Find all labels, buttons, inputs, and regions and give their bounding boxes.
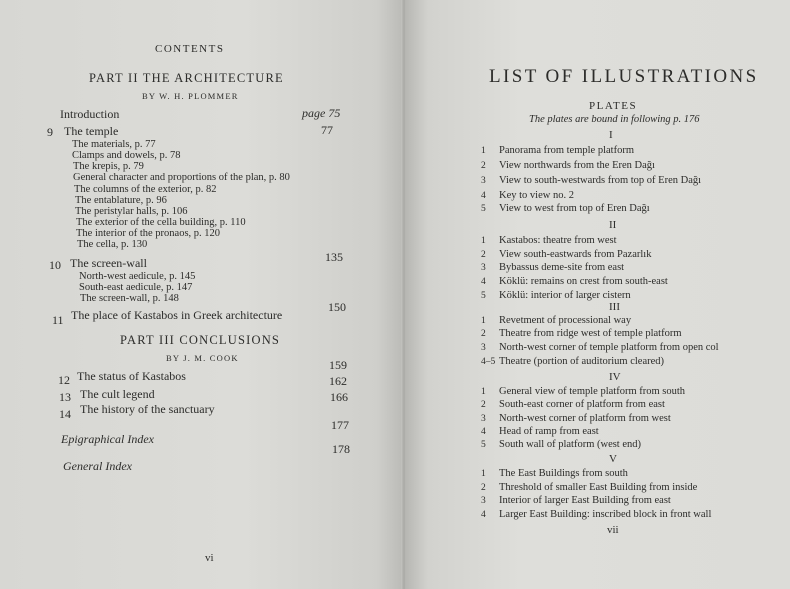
plate-caption: Panorama from temple platform: [499, 145, 634, 156]
plate-number: 2: [481, 161, 486, 171]
plate-IV-4: [481, 426, 599, 437]
plate-caption: Key to view no. 2: [499, 190, 574, 201]
plate-caption: View northwards from the Eren Dağı: [499, 160, 655, 171]
group-V-roman: V: [609, 453, 617, 465]
plate-I-3: [481, 175, 701, 186]
plate-caption: View to south-westwards from top of Eren Dağı: [499, 175, 702, 186]
plate-II-4: [481, 276, 668, 287]
ch9-sub-2: Clamps and dowels, p. 78: [72, 150, 181, 161]
ch10-sub-3: The screen-wall, p. 148: [80, 293, 179, 304]
chapter-12-page: 159: [329, 358, 347, 372]
plate-caption: Interior of larger East Building from east: [499, 495, 671, 506]
plate-V-2: [481, 482, 697, 493]
group-I-roman: I: [609, 129, 613, 141]
running-head: CONTENTS: [155, 43, 225, 55]
plate-caption: Larger East Building: inscribed block in front wall: [499, 509, 712, 520]
chapter-11-title: The place of Kastabos in Greek architecture: [71, 308, 283, 322]
plate-V-4: [481, 509, 711, 520]
plate-III-4-5: [481, 356, 664, 367]
plates-heading: PLATES: [589, 100, 638, 112]
plate-caption: View to west from top of Eren Dağı: [499, 203, 650, 214]
plate-I-4: [481, 190, 574, 201]
plate-number: 2: [481, 250, 486, 260]
plate-IV-5: [481, 439, 641, 450]
plate-number: 1: [481, 146, 486, 156]
folio-right: vii: [607, 524, 619, 536]
plate-caption: North-west corner of temple platform from open col: [499, 342, 719, 353]
general-index-page: 178: [332, 442, 350, 456]
plate-caption: View south-eastwards from Pazarlık: [499, 249, 652, 260]
plate-caption: Revetment of processional way: [499, 315, 632, 326]
plate-number: 1: [481, 469, 486, 479]
plate-caption: Kastabos: theatre from west: [499, 235, 617, 246]
plate-IV-2: [481, 399, 665, 410]
ch9-sub-8: The exterior of the cella building, p. 110: [76, 217, 246, 228]
plate-number: 1: [481, 236, 486, 246]
plate-number: 3: [481, 263, 486, 273]
plate-number: 1: [481, 387, 486, 397]
plate-number: 4: [481, 191, 486, 201]
ch10-sub-2: South-east aedicule, p. 147: [79, 282, 193, 293]
plate-III-2: [481, 328, 682, 339]
chapter-11-number: 11: [52, 313, 64, 327]
group-II-roman: II: [609, 219, 617, 231]
chapter-10-number: 10: [49, 258, 61, 272]
plate-V-1: [481, 468, 628, 479]
general-index-title: General Index: [63, 459, 132, 473]
intro-page: page 75: [302, 106, 341, 120]
plate-caption: South wall of platform (west end): [499, 439, 642, 450]
ch9-sub-3: The krepis, p. 79: [73, 161, 144, 172]
plate-number: 2: [481, 329, 486, 339]
plate-II-2: [481, 249, 651, 260]
plate-IV-1: [481, 386, 685, 397]
part2-title: PART II THE ARCHITECTURE: [89, 71, 284, 85]
plate-caption: The East Buildings from south: [499, 468, 628, 479]
plate-number: 3: [481, 176, 486, 186]
plate-number: 4: [481, 510, 486, 520]
ch9-sub-9: The interior of the pronaos, p. 120: [76, 228, 221, 239]
part3-title: PART III CONCLUSIONS: [120, 333, 281, 347]
ch9-sub-1: The materials, p. 77: [72, 139, 156, 150]
plate-number: 5: [481, 440, 486, 450]
illustrations-title: LIST OF ILLUSTRATIONS: [489, 66, 759, 87]
plate-II-5: [481, 290, 631, 301]
plate-caption: Bybassus deme-site from east: [499, 262, 625, 273]
plate-caption: Köklü: interior of larger cistern: [499, 290, 631, 301]
plate-number: 1: [481, 316, 486, 326]
intro-label: Introduction: [60, 107, 120, 121]
chapter-10-title: The screen-wall: [70, 256, 147, 270]
folio-left: vi: [205, 552, 214, 564]
ch9-sub-4: General character and proportions of the plan, p. 80: [73, 172, 290, 183]
plate-number: 5: [481, 204, 486, 214]
plate-IV-3: [481, 413, 671, 424]
ch9-sub-5: The columns of the exterior, p. 82: [74, 184, 217, 195]
chapter-12-number: 12: [58, 373, 70, 387]
plate-number: 5: [481, 291, 486, 301]
plate-caption: South-east corner of platform from east: [499, 399, 665, 410]
chapter-12-title: The status of Kastabos: [77, 369, 186, 383]
chapter-11-page: 150: [328, 300, 346, 314]
chapter-14-page: 166: [330, 390, 348, 404]
plate-III-3: [481, 342, 719, 353]
plate-V-3: [481, 495, 671, 506]
plate-number: 4: [481, 427, 486, 437]
plate-caption: North-west corner of platform from west: [499, 413, 671, 424]
chapter-9-title: The temple: [64, 124, 119, 138]
part2-author: BY W. H. PLOMMER: [142, 91, 239, 101]
plate-caption: Theatre from ridge west of temple platform: [499, 328, 682, 339]
ch9-sub-6: The entablature, p. 96: [75, 195, 167, 206]
plate-caption: Theatre (portion of auditorium cleared): [499, 356, 665, 367]
plate-II-1: [481, 235, 617, 246]
plate-number: 4: [481, 277, 486, 287]
plate-number: 3: [481, 496, 486, 506]
chapter-10-page: 135: [325, 250, 343, 264]
plate-caption: Köklü: remains on crest from south-east: [499, 276, 668, 287]
plate-caption: General view of temple platform from south: [499, 386, 686, 397]
plates-note: The plates are bound in following p. 176: [529, 114, 700, 125]
plate-number: 4–5: [481, 357, 496, 367]
plate-I-2: [481, 160, 655, 171]
chapter-13-title: The cult legend: [80, 387, 155, 401]
plate-number: 2: [481, 483, 486, 493]
ch9-sub-10: The cella, p. 130: [77, 239, 148, 250]
group-IV-roman: IV: [609, 371, 621, 383]
epigraphical-index-title: Epigraphical Index: [61, 432, 154, 446]
plate-III-1: [481, 315, 631, 326]
chapter-9-number: 9: [47, 125, 53, 139]
chapter-9-page: 77: [321, 123, 333, 137]
chapter-14-title: The history of the sanctuary: [80, 402, 215, 416]
chapter-14-number: 14: [59, 407, 71, 421]
chapter-13-number: 13: [59, 390, 71, 404]
plate-caption: Head of ramp from east: [499, 426, 599, 437]
ch9-sub-7: The peristylar halls, p. 106: [75, 206, 188, 217]
chapter-13-page: 162: [329, 374, 347, 388]
ch10-sub-1: North-west aedicule, p. 145: [79, 271, 196, 282]
plate-number: 2: [481, 400, 486, 410]
epigraphical-index-page: 177: [331, 418, 349, 432]
plate-I-1: [481, 145, 634, 156]
part3-author: BY J. M. COOK: [166, 353, 239, 363]
plate-II-3: [481, 262, 624, 273]
group-III-roman: III: [609, 301, 620, 313]
plate-number: 3: [481, 414, 486, 424]
plate-caption: Threshold of smaller East Building from inside: [499, 482, 698, 493]
plate-I-5: [481, 203, 650, 214]
plate-number: 3: [481, 343, 486, 353]
